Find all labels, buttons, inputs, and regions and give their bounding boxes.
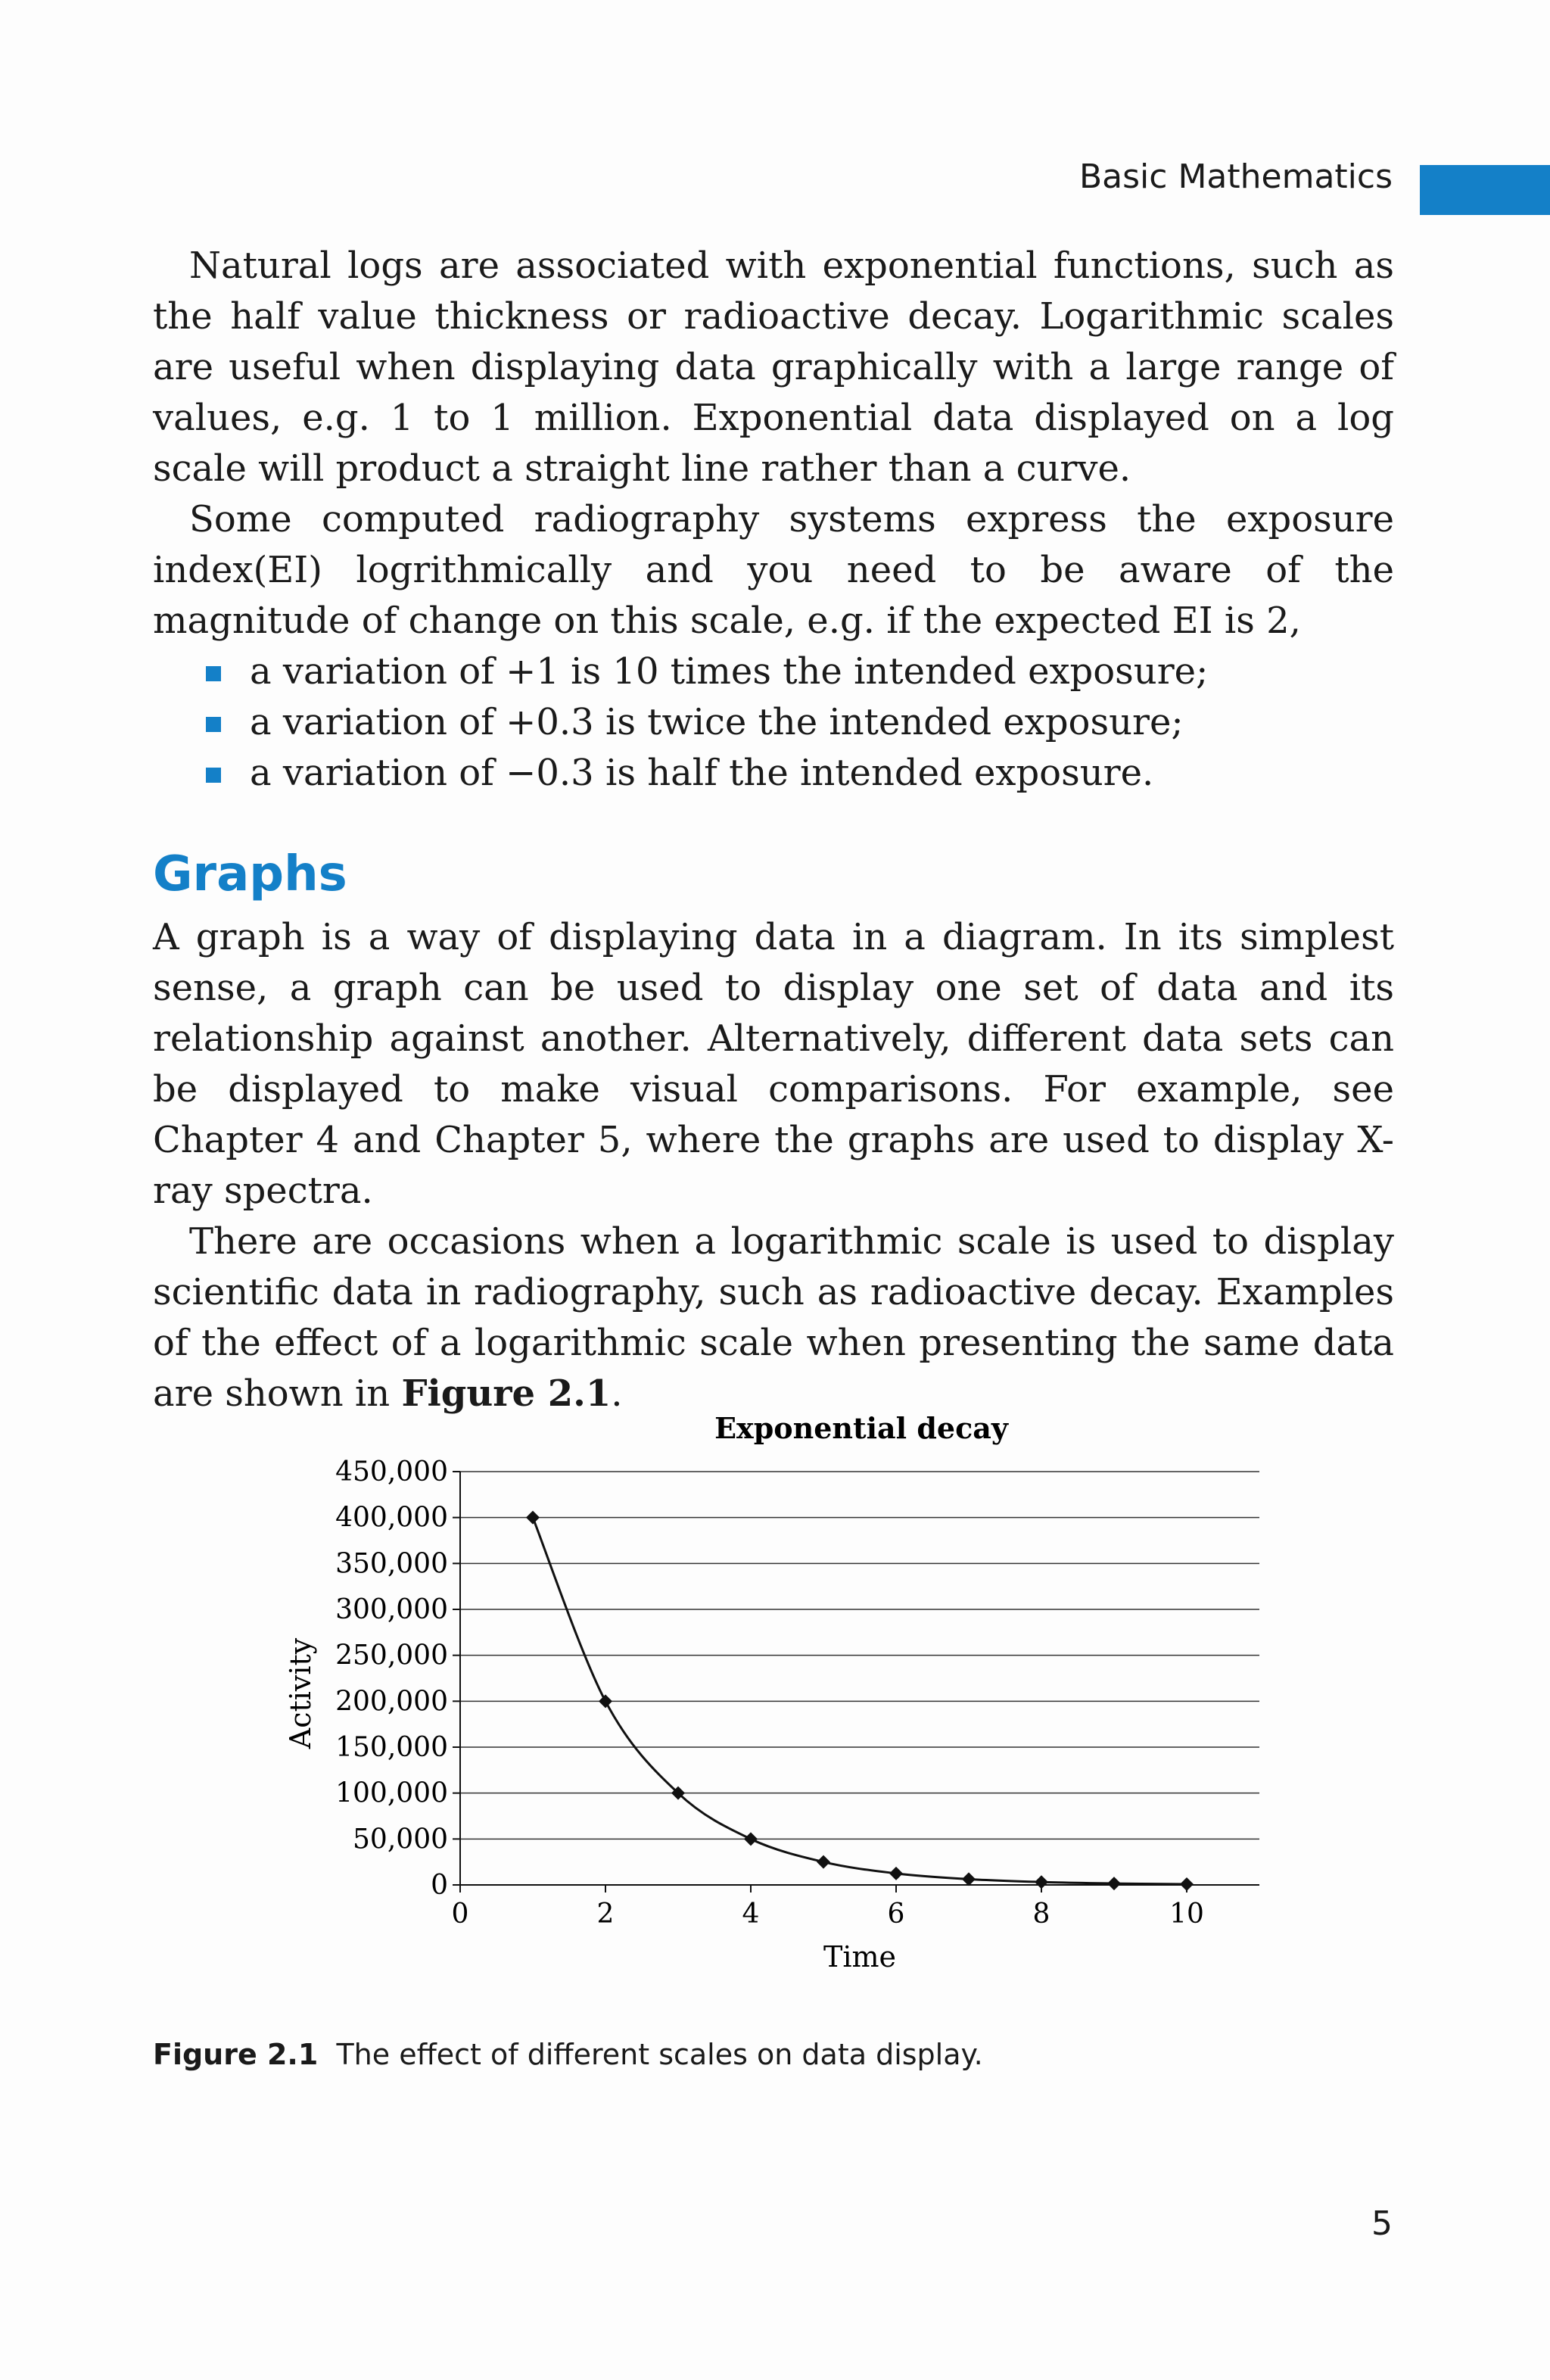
page-number: 5	[1371, 2204, 1393, 2243]
data-point-marker	[817, 1855, 830, 1869]
list-item	[200, 697, 1394, 748]
y-tick-label: 250,000	[335, 1640, 448, 1671]
paragraph-natural-logs: Natural logs are associated with exponential functions, such as the half value thickness or radioactive decay. Logarithmic scales are useful when displaying data graphically with a large range of values, e.g. 1 to 1 million. Exponential data displayed on a log scale will product a straight line rather than a curve.	[153, 245, 1394, 490]
data-point-marker	[962, 1872, 976, 1886]
paragraph-log-scale	[153, 1216, 1394, 1419]
y-tick-label: 0	[431, 1870, 448, 1901]
paragraph-exposure-index: Some computed radiography systems express the exposure index(EI) logrithmically and you need to be aware of the magnitude of change on this scale, e.g. if the expected EI is 2,	[153, 498, 1394, 642]
data-point-marker	[744, 1832, 758, 1846]
paragraph-log-scale-text: There are occasions when a logarithmic scale is used to display scientific data in radiography, such as radioactive decay. Examples of the effect of a logarithmic scale when presenting the same data are shown in	[153, 1220, 1394, 1415]
paragraph-graph-definition: A graph is a way of displaying data in a diagram. In its simplest sense, a graph can be used to display one set of data and its relationship against another. Alternatively, different data sets can be displayed to make visual comparisons. For example, see Chapter 4 and Chapter 5, where the graphs are used to display X-ray spectra.	[153, 916, 1394, 1212]
decay-chart	[280, 1408, 1264, 1998]
list-item	[200, 748, 1394, 799]
data-point-marker	[889, 1867, 903, 1880]
data-point-marker	[526, 1511, 540, 1525]
x-tick-label: 8	[1032, 1899, 1050, 1930]
list-item	[200, 646, 1394, 697]
list-item-text: a variation of −0.3 is half the intended exposure.	[250, 752, 1154, 794]
y-tick-label: 200,000	[335, 1686, 448, 1718]
x-tick-label: 2	[596, 1899, 615, 1930]
bullet-square-icon	[206, 768, 221, 783]
y-tick-label: 100,000	[335, 1777, 448, 1809]
x-axis-label: Time	[823, 1940, 897, 1973]
data-point-marker	[599, 1694, 612, 1708]
y-tick-label: 350,000	[335, 1548, 448, 1580]
running-header: Basic Mathematics	[1078, 157, 1393, 196]
figure-reference: Figure 2.1	[401, 1372, 612, 1415]
list-item-text: a variation of +0.3 is twice the intended exposure;	[250, 701, 1184, 743]
figure-2-1	[280, 1408, 1264, 1998]
figure-reference-suffix: .	[611, 1372, 623, 1415]
header-color-tab	[1420, 165, 1550, 215]
x-tick-label: 4	[742, 1899, 760, 1930]
y-tick-label: 50,000	[353, 1824, 448, 1855]
y-tick-label: 450,000	[335, 1456, 448, 1488]
data-point-marker	[1180, 1877, 1194, 1891]
y-tick-label: 150,000	[335, 1732, 448, 1763]
x-tick-label: 10	[1169, 1899, 1204, 1930]
y-axis-label: Activity	[284, 1637, 317, 1749]
x-tick-label: 6	[887, 1899, 905, 1930]
y-tick-label: 300,000	[335, 1594, 448, 1625]
data-point-marker	[1035, 1875, 1048, 1889]
section-heading: Graphs	[153, 846, 347, 902]
x-tick-label: 0	[451, 1899, 469, 1930]
y-tick-label: 400,000	[335, 1502, 448, 1534]
caption-text: The effect of different scales on data display.	[336, 2038, 983, 2071]
data-point-marker	[1107, 1877, 1121, 1890]
figure-caption	[153, 2038, 983, 2071]
bullet-list	[153, 646, 1394, 799]
caption-label: Figure 2.1	[153, 2038, 319, 2071]
main-text	[153, 241, 1394, 1419]
chart-title: Exponential decay	[714, 1411, 1008, 1445]
list-item-text: a variation of +1 is 10 times the intended exposure;	[250, 650, 1209, 693]
bullet-square-icon	[206, 717, 221, 732]
bullet-square-icon	[206, 666, 221, 681]
